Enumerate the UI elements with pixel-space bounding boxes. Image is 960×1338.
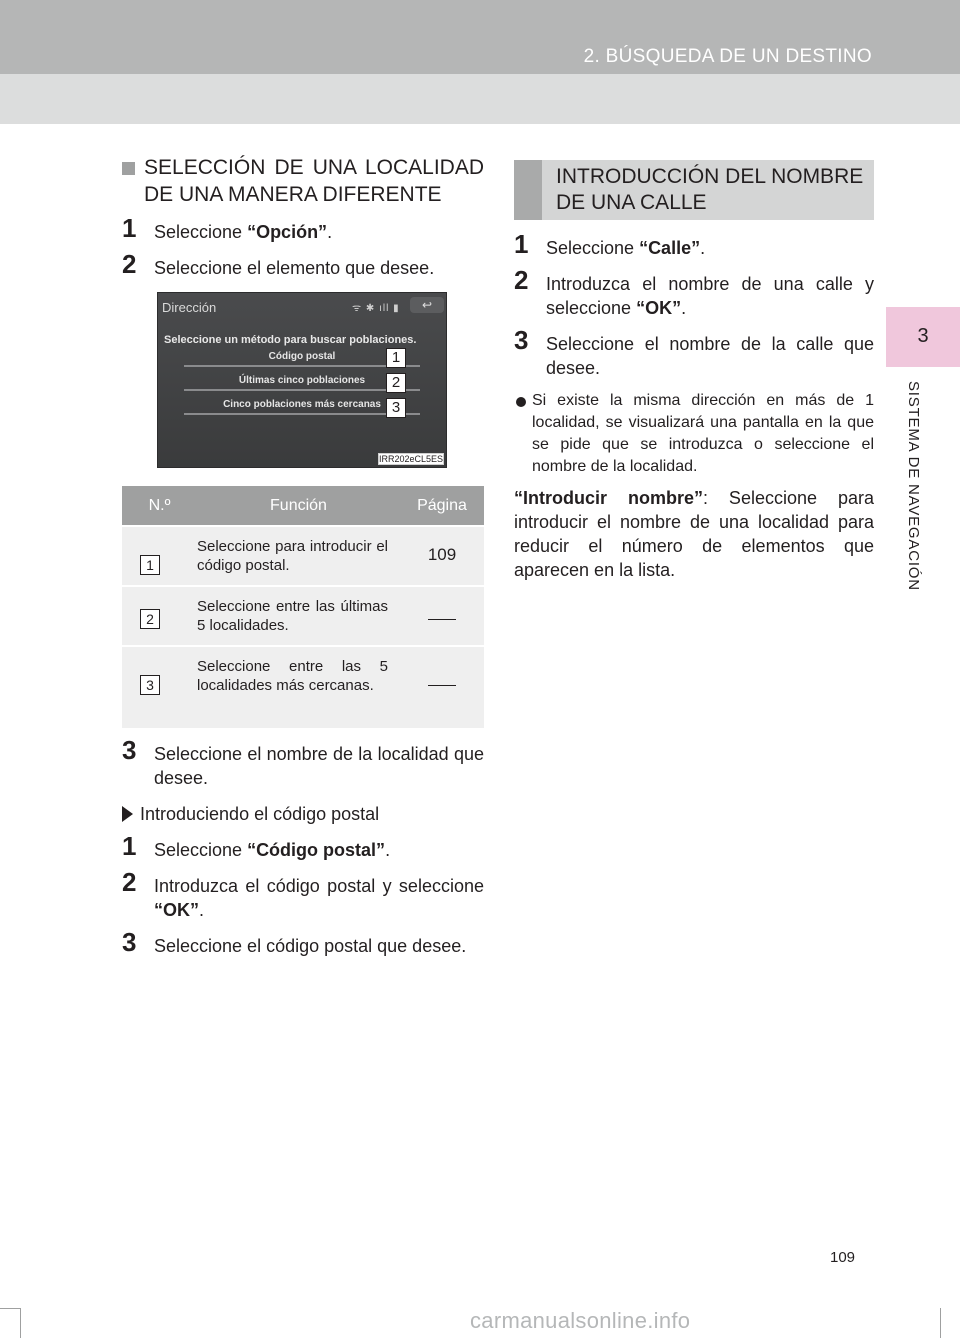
crop-mark	[0, 1308, 20, 1309]
status-icons: ᯤ ✱ ıll ▮	[352, 303, 400, 314]
chapter-tab	[886, 307, 960, 367]
step-1: 1 Seleccione “Opción”.	[122, 213, 333, 243]
crop-mark	[940, 1308, 941, 1338]
chapter-side-label: SISTEMA DE NAVEGACIÓN	[905, 381, 922, 591]
row-number-box: 2	[140, 609, 160, 629]
table-header-number: N.º	[122, 486, 197, 526]
chapter-title: 2. BÚSQUEDA DE UN DESTINO	[583, 46, 872, 67]
section-heading: SELECCIÓN DE UNA LOCALIDAD DE UNA MANERA DIFERENTE	[122, 154, 484, 208]
postal-step-3: 3 Seleccione el código postal que desee.	[122, 927, 467, 957]
note-bullet: Si existe la misma dirección en más de 1 localidad, se visualizará una pantalla en la que se pide que se introduzca o seleccione el nombre de la localidad.	[514, 390, 874, 478]
row-page	[400, 586, 484, 646]
row-number-box: 3	[140, 675, 160, 695]
dash-mark	[428, 685, 456, 686]
step-2: 2 Seleccione el elemento que desee.	[122, 249, 435, 279]
screen-button-last-five: Últimas cinco poblaciones	[184, 371, 420, 391]
image-code: IRR202eCL5ES	[379, 454, 444, 464]
page-number: 109	[830, 1249, 856, 1266]
postal-step-1: 1 Seleccione “Código postal”.	[122, 831, 391, 861]
row-function: Seleccione para introducir el código postal.	[197, 526, 400, 586]
right-column	[514, 160, 874, 582]
dot-bullet-icon	[516, 397, 526, 407]
street-step-3: 3 Seleccione el nombre de la calle que desee.	[514, 325, 874, 378]
row-page	[400, 646, 484, 728]
row-number-box: 1	[140, 555, 160, 575]
street-step-2: 2 Introduzca el nombre de una calle y seleccione “OK”.	[514, 265, 874, 318]
callout-1: 1	[386, 348, 406, 368]
triangle-bullet-icon	[122, 806, 133, 822]
row-page: 109	[400, 526, 484, 586]
street-step-1: 1 Seleccione “Calle”.	[514, 229, 706, 259]
dash-mark	[428, 619, 456, 620]
function-table	[122, 486, 484, 728]
crop-mark	[20, 1308, 21, 1338]
screen-button-postal-code: Código postal	[184, 347, 420, 367]
row-function: Seleccione entre las últimas 5 localidades.	[197, 586, 400, 646]
table-header-function: Función	[197, 486, 400, 526]
page-header	[0, 0, 960, 124]
table-header-page: Página	[400, 486, 484, 526]
table-row	[122, 646, 484, 728]
step-3: 3 Seleccione el nombre de la localidad que desee.	[122, 735, 484, 788]
sub-heading: Introduciendo el código postal	[122, 802, 484, 826]
row-function: Seleccione entre las 5 localidades más cercanas.	[197, 646, 400, 728]
callout-3: 3	[386, 398, 406, 418]
section-heading-box: INTRODUCCIÓN DEL NOMBRE DE UNA CALLE	[514, 160, 874, 220]
chapter-number: 3	[917, 325, 929, 347]
note-paragraph: “Introducir nombre”: Seleccione para introducir el nombre de una localidad para reducir el número de elementos que aparecen en la lista.	[514, 488, 874, 580]
square-bullet-icon	[122, 162, 135, 175]
left-column	[122, 154, 484, 958]
back-arrow-icon: ↩	[410, 297, 444, 313]
table-row	[122, 526, 484, 586]
postal-step-2: 2 Introduzca el código postal y seleccione “OK”.	[122, 867, 484, 920]
table-row	[122, 586, 484, 646]
heading-bar	[514, 160, 542, 220]
callout-2: 2	[386, 373, 406, 393]
screen-title: Dirección	[162, 300, 217, 315]
screen-screenshot	[157, 292, 447, 468]
screen-button-nearest-five: Cinco poblaciones más cercanas	[184, 395, 420, 415]
screen-prompt: Seleccione un método para buscar poblaciones.	[164, 334, 417, 346]
watermark: carmanualsonline.info	[470, 1308, 691, 1333]
